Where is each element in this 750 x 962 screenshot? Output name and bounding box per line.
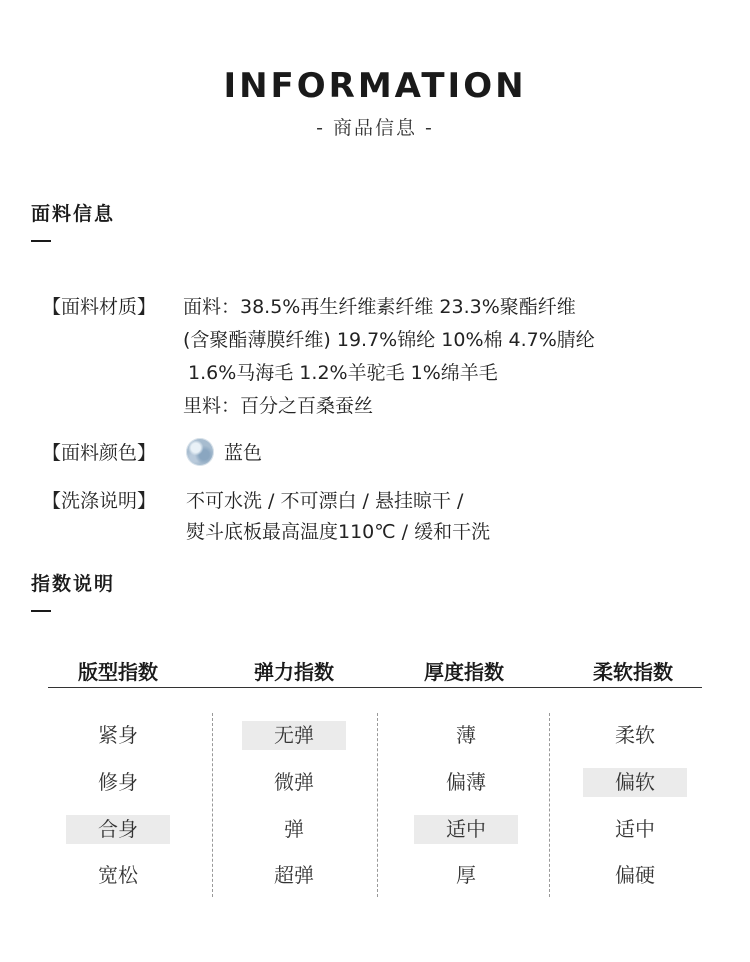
page-subtitle: - 商品信息 - [316,117,434,139]
material-line: 1.6%马海毛 1.2%羊驼毛 1%绵羊毛 [188,362,498,384]
stretch-option: 微弹 [274,770,314,794]
column-divider [212,713,213,897]
column-header-stretch: 弹力指数 [254,660,334,684]
fabric-swatch-icon [186,438,214,466]
softness-option: 偏软 [583,768,687,797]
softness-option: 偏硬 [615,863,655,887]
section-heading-index: 指数说明 [31,573,116,595]
fit-option: 合身 [66,815,170,844]
care-label: 【洗涤说明】 [42,490,157,512]
color-label: 【面料颜色】 [42,442,157,464]
color-value: 蓝色 [224,442,263,464]
column-header-thickness: 厚度指数 [424,660,504,684]
thickness-option: 偏薄 [446,770,486,794]
material-label: 【面料材质】 [42,296,157,318]
page-title: INFORMATION [223,66,527,106]
stretch-option: 无弹 [242,721,346,750]
fit-option: 宽松 [98,863,138,887]
stretch-option: 超弹 [274,863,314,887]
section-divider-index [31,610,51,612]
stretch-option: 弹 [284,817,304,841]
section-heading-fabric: 面料信息 [31,203,116,225]
fit-option: 紧身 [98,723,138,747]
material-line: 面料：38.5%再生纤维素纤维 23.3%聚酯纤维 [183,296,576,318]
material-line: 里料：百分之百桑蚕丝 [183,395,374,417]
section-divider-fabric [31,240,51,242]
care-line: 不可水洗 / 不可漂白 / 悬挂晾干 / [186,490,464,512]
material-line: (含聚酯薄膜纤维) 19.7%锦纶 10%棉 4.7%腈纶 [183,329,595,351]
column-divider [549,713,550,897]
thickness-option: 适中 [414,815,518,844]
column-divider [377,713,378,897]
care-line: 熨斗底板最高温度110℃ / 缓和干洗 [186,521,491,543]
table-header-rule [48,687,702,688]
softness-option: 适中 [615,817,655,841]
fit-option: 修身 [98,770,138,794]
column-header-softness: 柔软指数 [593,660,673,684]
thickness-option: 薄 [456,723,476,747]
thickness-option: 厚 [456,863,476,887]
column-header-fit: 版型指数 [78,660,158,684]
softness-option: 柔软 [615,723,655,747]
